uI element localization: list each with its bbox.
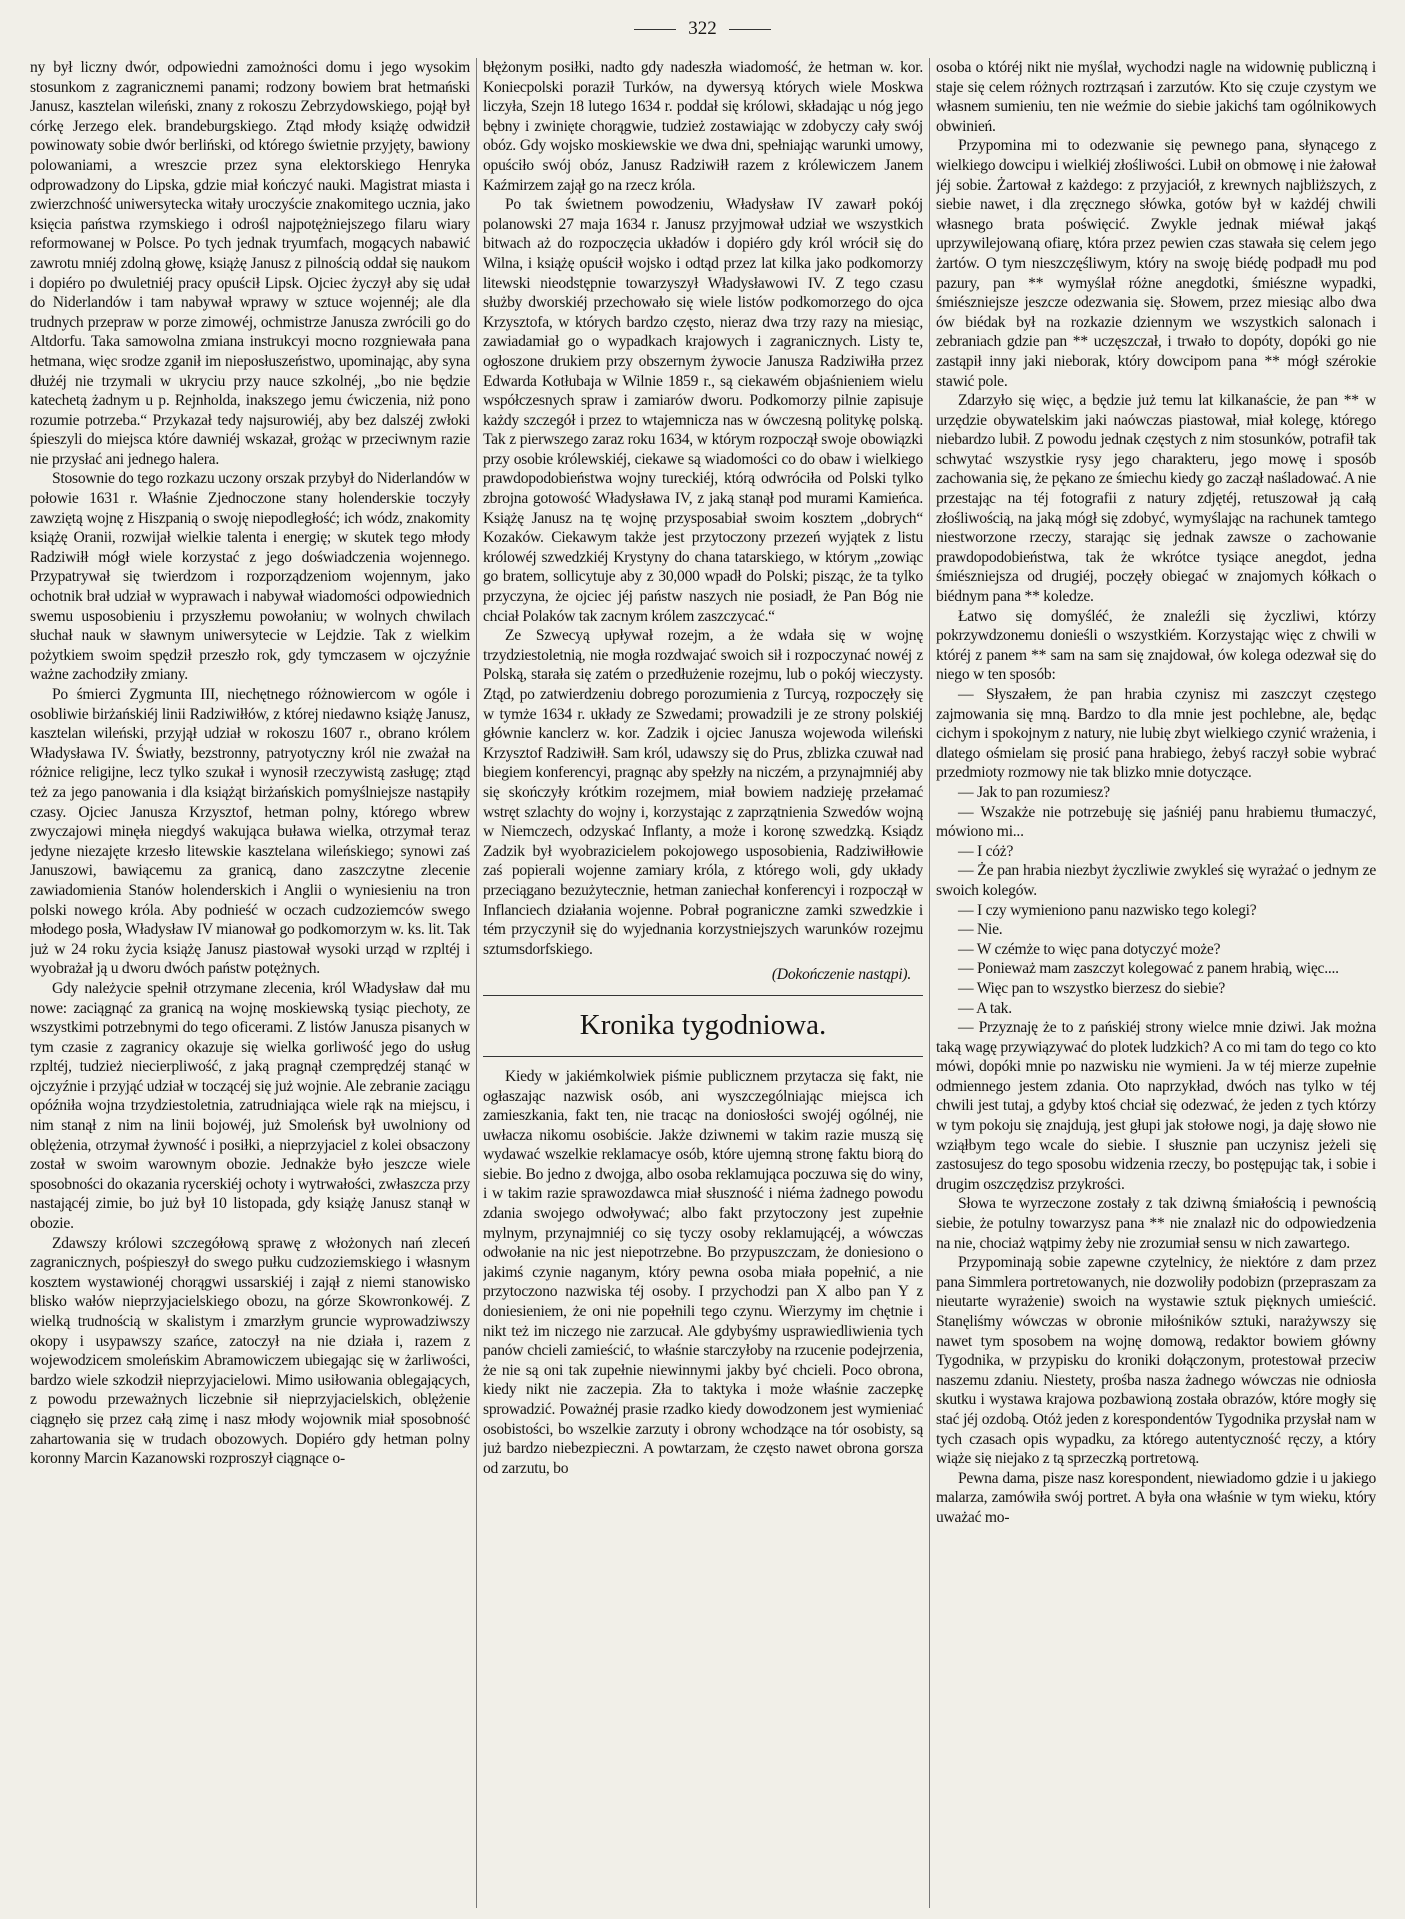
- dialogue-line: — Słyszałem, że pan hrabia czynisz mi zaszczyt częstego zajmowania się mną. Bardzo to dla mnie jest pochlebne, ale, będąc cichym i spokojnym z natury, nie lubię zbyt wielkiego czynić wrażenia, i dlatego ośmielam się prosić pana hrabiego, żebyś raczył sobie wybrać przedmioty rozmowy nie tak blizko mnie dotyczące.: [936, 686, 1376, 782]
- dialogue-line: — Ponieważ mam zaszczyt kolegować z panem hrabią, więc....: [958, 960, 1339, 978]
- paragraph: Zdarzyło się więc, a będzie już temu lat kilkanaście, że pan ** w urzędzie obywatelskim jaki naówczas piastował, miał kolegę, którego niebardzo lubił. Z powodu jednak częstych z nim stosunków, potrafił tak schwytać wszystkie rysy jego charakteru, jego mowę i sposób zachowania się, że pękano ze śmiechu kiedy go zaczął naśladować. A nie przestając na téj fotografii z natury zdjętéj, retuszował ją całą złośliwością, na jaką mógł się zdobyć, wymyślając na rachunek tamtego niestworzone rzeczy, starając się jednak zawsze o zachowanie prawdopodobieństwa, tak że wkrótce tysiące anegdot, jedna śmiészniejsza od drugiéj, poczęły obiegać w znajomych kółkach o biédnym pana ** koledze.: [936, 392, 1376, 606]
- paragraph: Stosownie do tego rozkazu uczony orszak przybył do Niderlandów w połowie 1631 r. Właśnie Zjednoczone stany holenderskie toczyły zawziętą wojnę z Hiszpanią o swoję niepodległość; ich wódz, znakomity książę Oranii, rozwijał wielkie talenta i energię; w skutek tego młody Radziwiłł mógł wiele korzystać z jego doświadczenia wojennego. Przypatrywał się twierdzom i rozporządzeniom wojennym, jako ochotnik brał udział w wyprawach i nabywał wiadomości odpowiednich swemu usposobieniu i przyszłemu powołaniu; w wolnych chwilach słuchał nauk w sławnym uniwersytecie w Lejdzie. Tak z wielkim pożytkiem swoim spędził przeszło rok, gdy tymczasem w ojczyźnie ważne zachodziły zmiany.: [30, 470, 470, 684]
- paragraph: osoba o któréj nikt nie myślał, wychodzi nagle na widownię publiczną i staje się celem różnych roztrząsań i zarzutów. Kto się czuje czystym we własnem sumieniu, ten nie weźmie do siebie jakichś tam ogólnikowych obwinień.: [936, 59, 1376, 135]
- paragraph: Gdy należycie spełnił otrzymane zlecenia, król Władysław dał mu nowe: zaciągnąć za granicą na wojnę moskiewską tysiąc piechoty, ze wszystkimi potrzebnymi do tego oficerami. Z listów Janusza pisanych w tym czasie z zagranicy okazuje się wielka gorliwość jego do usług rzpltéj, tudzież niecierpliwość, z jaką pragnął czemprędzéj stanąć w ojczyźnie i przyjąć udział w toczącéj się już wojnie. Ale zebranie zaciągu opóźniła wojna trzydziestoletnia, zatrudniająca wiele rąk na miejscu, i nim stanął z nim na linii bojowéj, już Smoleńsk był uwolniony od oblężenia, otrzymał żywność i posiłki, a nieprzyjaciel z kolei obsaczony został w swoim warownym obozie. Jednakże było jeszcze wiele sposobności do okazania rycerskiéj ochoty i wytrwałości, zwłaszcza przy nastającéj zimie, bo już był 10 listopada, gdy książę Janusz stanął w obozie.: [30, 979, 470, 1233]
- paragraph: Kiedy w jakiémkolwiek piśmie publicznem przytacza się fakt, nie ogłaszając nazwisk osób, ani wyszczególniając miejsca ich zamieszkania, fakt ten, nie tracąc na doniosłości swojéj ogólnéj, nie uwłacza nikomu osobiście. Jakże dziwnemi w takim razie muszą się wydawać wszelkie reklamacye osób, które ujemną stronę faktu biorą do siebie. Bo jedno z dwojga, albo osoba reklamująca poczuwa się do winy, i w takim razie sprawozdawca miał słuszność i niéma żadnego powodu zdania swojego odwoływać; albo fakt przytoczony jest zupełnie mylnym, przynajmniéj co się tyczy osoby reklamującéj, a wówczas odwołanie na nic jest niepotrzebne. Bo przypuszczam, że doniesiono o jakimś czynie naganym, który pewna osoba miała popełnić, a nie przytoczono nazwiska téj osoby. I przychodzi pan X albo pan Y z doniesieniem, że oni nie popełnili tego czynu. Wierzymy im chętnie i nikt też im niczego nie zarzucał. Ale gdybyśmy usprawiedliwienia tych panów chcieli zamieścić, to właśnie starczyłoby na rzucenie podejrzenia, że nie są oni tak zupełnie niewinnymi jakby być chcieli. Poco obrona, kiedy nikt nie zaczepia. Zła to taktyka i może właśnie zaczepkę sprowadzić. Poważnéj prasie rzadko kiedy dowodzonem jest wymieniać osobistości, bo wszelkie zarzuty i obrony wchodzące na tór osobisty, są już bardzo niebezpieczni. A powtarzam, że często nawet obrona gorsza od zarzutu, bo: [483, 1067, 923, 1477]
- paragraph: Po tak świetnem powodzeniu, Władysław IV zawarł pokój polanowski 27 maja 1634 r. Janusz przyjmował udział we wszystkich bitwach aż do rozpoczęcia układów i dopiéro gdy król wrócił się do Wilna, i książę opuścił wojsko i odtąd przez lat kilka jako podkomorzy litewski nieodstępnie towarzyszył Władysławowi IV. Z tego czasu służby dworskiéj przechowało się wiele listów podkomorzego do ojca Krzysztofa, w których bardzo często, nieraz dwa trzy razy na miesiąc, zawiadamiał go o wypadkach krajowych i zagranicznych. Listy te, ogłoszone drukiem przy obszernym żywocie Janusza Radziwiłła przez Edwarda Kotłubaja w Wilnie 1859 r., są ciekawém objaśnieniem wielu współczesnych spraw i zamiarów dworu. Podkomorzy pilnie zapisuje każdy szczegół i przez to wtajemnicza nas w ówczesną politykę polską. Tak z pierwszego zaraz roku 1634, w którym rozpoczął swoje obowiązki przy osobie królewskiéj, ciekawe są wiadomości co do obaw i wielkiego prawdopodobieństwa wojny tureckiéj, którą odwróciła od Polski tylko zbrojna gotowość Władysława IV, z jaką stanął pod murami Kamieńca. Książę Janusz na tę wojnę przysposabiał swoim kosztem „dobrych“ Kozaków. Ciekawym także jest przytoczony przezeń wyjątek z listu królowéj szwedzkiéj Krystyny do chana tatarskiego, w którym „zowiąc go bratem, sollicytuje aby z 30,000 wpadł do Polski; pisząc, że ta tylko przyczyna, że ojciec jéj państw naszych nie posiadł, że Pan Bóg nie chciał Polaków tak zacnym królem zaszczycać.“: [483, 196, 923, 625]
- dialogue-line: — Przyznaję że to z pańskiéj strony wielce mnie dziwi. Jak można taką wagę przywiązywać do plotek ludzkich? A co mi tam do tego co kto mówi, dopóki mnie po nazwisku nie wymieni. Ja w téj mierze zupełnie odmiennego jestem zdania. Oto naprzykład, dwóch nas tylko w téj chwili jest tutaj, a gdyby ktoś chciał się odezwać, że jeden z tych którzy w tym pokoju się znajdują, jest głupi jak stołowe nogi, ja daję słowo nie wziąłbym tego wcale do siebie. I słusznie pan uczynisz jeżeli się zastosujesz do tego sposobu widzenia rzeczy, bo postępując tak, i sobie i drugim oszczędzisz przykrości.: [936, 1019, 1376, 1193]
- dialogue-line: — Nie.: [958, 921, 1003, 939]
- dialogue-line: — Że pan hrabia niezbyt życzliwie zwykleś się wyrażać o jednym ze swoich kolegów.: [936, 862, 1376, 899]
- paragraph: Słowa te wyrzeczone zostały z tak dziwną śmiałością i pewnością siebie, że potulny towarzysz pana ** nie znalazł nic do odpowiedzenia na nie, chociaż wątpimy żeby nie zrozumiał sensu w nich zawartego.: [936, 1195, 1376, 1252]
- dialogue-line: — A tak.: [958, 999, 1012, 1017]
- column-divider: [929, 58, 930, 1908]
- paragraph: Zdawszy królowi szczegółową sprawę z włożonych nań zleceń zagranicznych, pośpieszył do swego pułku cudzoziemskiego i własnym kosztem wystawionéj chorągwi ussarskiéj i zajął z niemi stanowisko blisko wałów nieprzyjacielskiego obozu, na górze Skowronkowéj. Z wielką trudnością w skalistym i zmarzłym gruncie wyprowadziwszy okopy i usypawszy szańce, zatoczył na nie działa i, razem z wojewodzicem smoleńskim Abramowiczem ubiegając się w żarliwości, bardzo wiele szkodził nieprzyjacielowi. Mimo usiłowania oblegających, z powodu przeważnych liczebnie sił nieprzyjacielskich, oblężenie ciągnęło się przez całą zimę i nasz młody wojownik miał sposobność zahartowania się w trudach obozowych. Dopiéro gdy hetman polny koronny Marcin Kazanowski rozproszył ciągnące o-: [30, 1234, 470, 1468]
- column-2: [483, 58, 923, 1910]
- dialogue-line: — Jak to pan rozumiesz?: [958, 783, 1110, 801]
- paragraph: Przypomina mi to odezwanie się pewnego pana, słynącego z wielkiego dowcipu i wielkiéj złośliwości. Lubił on obmowę i nie żałował jéj sobie. Żartował z każdego: z przyjaciół, z krewnych najbliższych, z siebie nawet, i dla zręcznego słówka, gotów był w każdéj chwili własnego brata poświęcić. Zwykle jednak miéwał jakąś uprzywilejowaną ofiarę, która przez pewien czas stawała się celem jego żartów. O tym nieszczęśliwym, który na swoję biédę podpadł mu pod pazury, pan ** wymyślał różne anegdotki, śmiészne wypadki, śmiészniejsze jeszcze odezwania się. Słowem, przez miesiąc albo dwa ów biédak był na rozkazie dziennym we wszystkich salonach i zebraniach gdzie pan ** uczęszczał, i trwało to dopóty, dopóki go nie zastąpił inny jaki nieborak, który dowcipom pana ** mógł szérokie stawić pole.: [936, 137, 1376, 390]
- dialogue-line: — W czémże to więc pana dotyczyć może?: [958, 940, 1221, 958]
- column-3: [936, 58, 1376, 1910]
- paragraph: Przypominają sobie zapewne czytelnicy, że niektóre z dam przez pana Simmlera portretowanych, nie dozwoliły podobizn (przepraszam za nieutarte wyrażenie) swoich na wystawie sztuk pięknych umieścić. Stanęliśmy wówczas w obronie miłośników sztuki, narażywszy się nawet tym sposobem na wojnę domową, redaktor bowiem główny Tygodnika, w przypisku do kroniki dołączonym, protestował przeciw naszemu zdaniu. Niestety, prośba nasza żadnego wówczas nie odniosła skutku i wystawa krajowa pozbawioną została obrazów, które mogły się stać jéj ozdobą. Otóż jeden z korespondentów Tygodnika przysłał nam w tych czasach opis wypadku, za którego autentyczność ręczy, a który wiąże się niejako z tą sprzeczką portretową.: [936, 1254, 1376, 1468]
- page-header: [0, 18, 1405, 40]
- paragraph: Pewna dama, pisze nasz korespondent, niewiadomo gdzie i u jakiego malarza, zamówiła swój portret. A była ona właśnie w tym wieku, który uważać mo-: [936, 1469, 1376, 1526]
- paragraph: ny był liczny dwór, odpowiedni zamożności domu i jego wysokim stosunkom z zagranicznemi panami; rodzony bowiem brat hetmański Janusz, kasztelan wileński, znany z rokoszu Zebrzydowskiego, pojął był córkę Jerzego elek. brandeburgskiego. Ztąd młody książę odwidził powinowaty sobie dwór berliński, od którego świetnie przyjęty, bawiony polowaniami, a wreszcie przez syna elektorskiego Henryka odprowadzony do Lipska, gdzie miał kończyć nauki. Magistrat miasta i zwierzchność uniwersytecka witały uroczyście znakomitego ucznia, jako księcia państwa rzymskiego i odrośl najpotężniejszego filaru wiary reformowanej w Polsce. Po tych jednak tryumfach, mogących nabawić zawrotu mniéj zdolną głowę, książę Janusz z pilnością oddał się naukom i dopiéro po dwuletniéj pracy opuścił Lipsk. Ojciec życzył aby się udał do Niderlandów i tam nabywał wprawy w sztuce wojennéj; ale dla trudnych przepraw w porze zimowéj, ochmistrze Janusza zwrócili go do Altdorfu. Taka samowolna zmiana instrukcyi mocno rozgniewała pana hetmana, więc srodze zganił im nieposłuszeństwo, upominając, aby syna dłużéj nie trzymali w ukryciu przy nauce szkolnéj, „bo nie będzie katechetą żadnym u p. Rejnholda, inakszego jemu ćwiczenia, niż pono rozumie potrzeba.“ Przykazał tedy najsurowiéj, aby bez dalszéj zwłoki śpieszyli do miejsca które dawniéj wskazał, grożąc w przeciwnym razie nie przysłać ani jednego halera.: [30, 59, 470, 468]
- paragraph: Łatwo się domyśléć, że znaleźli się życzliwi, którzy pokrzywdzonemu donieśli o wszystkiém. Korzystając więc z chwili w któréj z panem ** sam na sam się znajdował, ów kolega odezwał się do niego w ten sposób:: [936, 607, 1376, 684]
- column-1: [30, 58, 470, 1910]
- paragraph: Ze Szwecyą upływał rozejm, a że wdała się w wojnę trzydziestoletnią, nie mogła rozdwajać swoich sił i rozpoczynać nowéj z Polską, starała się zatém o przedłużenie rozejmu, lub o pokój wieczysty. Ztąd, po zatwierdzeniu dobrego porozumienia z Turcyą, rozpoczęły się w tymże 1634 r. układy ze Szwedami; prowadzili je ze strony polskiéj głównie kanclerz w. kor. Zadzik i ojciec Janusza wojewoda wileński Krzysztof Radziwiłł. Sam król, udawszy się do Prus, zblizka czuwał nad biegiem konferencyi, pragnąc aby spełzły na niczém, a przynajmniéj aby się skończyły krótkim rozejmem, miał bowiem nadzieję przełamać wstręt szlachty do wojny i, korzystając z zaprzątnienia Szwedów wojną w Niemczech, odzyskać Inflanty, a może i koronę szwedzką. Ksiądz Zadzik był wyobrazicielem pokojowego usposobienia, Radziwiłłowie zaś popierali wojenne zamiary króla, z którego woli, gdy układy przeciągano bezużytecznie, hetman zaniechał konferencyi i rozpoczął w Inflanciech działania wojenne. Pobrał pograniczne zamki szwedzkie i tém przyczynił się do wyjednania korzystniejszych warunków rozejmu sztumsdorfskiego.: [483, 627, 923, 958]
- page-number: 322: [688, 18, 717, 39]
- dialogue-line: — Więc pan to wszystko bierzesz do siebie?: [958, 979, 1226, 997]
- section-title: Kronika tygodniowa.: [579, 1008, 827, 1041]
- header-rule-right: [729, 29, 771, 30]
- continued-note: (Dokończenie nastąpi).: [771, 966, 911, 984]
- section-rule: [483, 1056, 923, 1057]
- dialogue-line: — I cóż?: [958, 842, 1014, 860]
- paragraph: błężonym posiłki, nadto gdy nadeszła wiadomość, że hetman w. kor. Koniecpolski poraził Turków, na dywersyą których wiele Moskwa liczyła, Szejn 18 lutego 1634 r. poddał się królowi, składając u nóg jego bębny i zwinięte chorągwie, tudzież zostawiając w zdobyczy cały swój obóz. Gdy wojsko moskiewskie we dwa dni, spełniając warunki umowy, opuściło swój obóz, Janusz Radziwiłł razem z królewiczem Janem Kaźmirzem zajął go na rzecz króla.: [483, 59, 923, 194]
- section-rule: [483, 995, 923, 996]
- column-divider: [476, 58, 477, 1908]
- dialogue-line: — I czy wymieniono panu nazwisko tego kolegi?: [958, 901, 1257, 919]
- dialogue-line: — Wszakże nie potrzebuję się jaśniéj panu hrabiemu tłumaczyć, mówiono mi...: [936, 803, 1376, 841]
- header-rule-left: [634, 29, 676, 30]
- paragraph: Po śmierci Zygmunta III, niechętnego różnowiercom w ogóle i osobliwie birżańskiéj linii Radziwiłłów, z której niedawno książę Janusz, kasztelan wileński, przyjął udział w rokoszu 1607 r., obrano królem Władysława IV. Światły, bezstronny, patryotyczny król nie zważał na różnice religijne, lecz tylko szukał i wynosił rzeczywistą zasługę; ztąd też za jego panowania i dla książąt birżańskich pomyślniejsze nastąpiły czasy. Ojciec Janusza Krzysztof, hetman polny, którego wbrew zwyczajowi minęła niegdyś wakująca buława wielka, otrzymał teraz jedyne niezajęte krzesło litewskie kasztelana wileńskiego; synowi zaś Januszowi, bawiącemu za granicą, dano zaszczytne zlecenie zawiadomienia Stanów holenderskich i Anglii o wyniesieniu na tron polski nowego króla. Aby podnieść w oczach cudzoziemców swego młodego posła, Władysław IV mianował go podkomorzym w. ks. lit. Tak już w 24 roku życia książę Janusz piastował wysoki urząd w rzpltéj i wyobrażał ją u dworu dwóch państw potężnych.: [30, 686, 470, 978]
